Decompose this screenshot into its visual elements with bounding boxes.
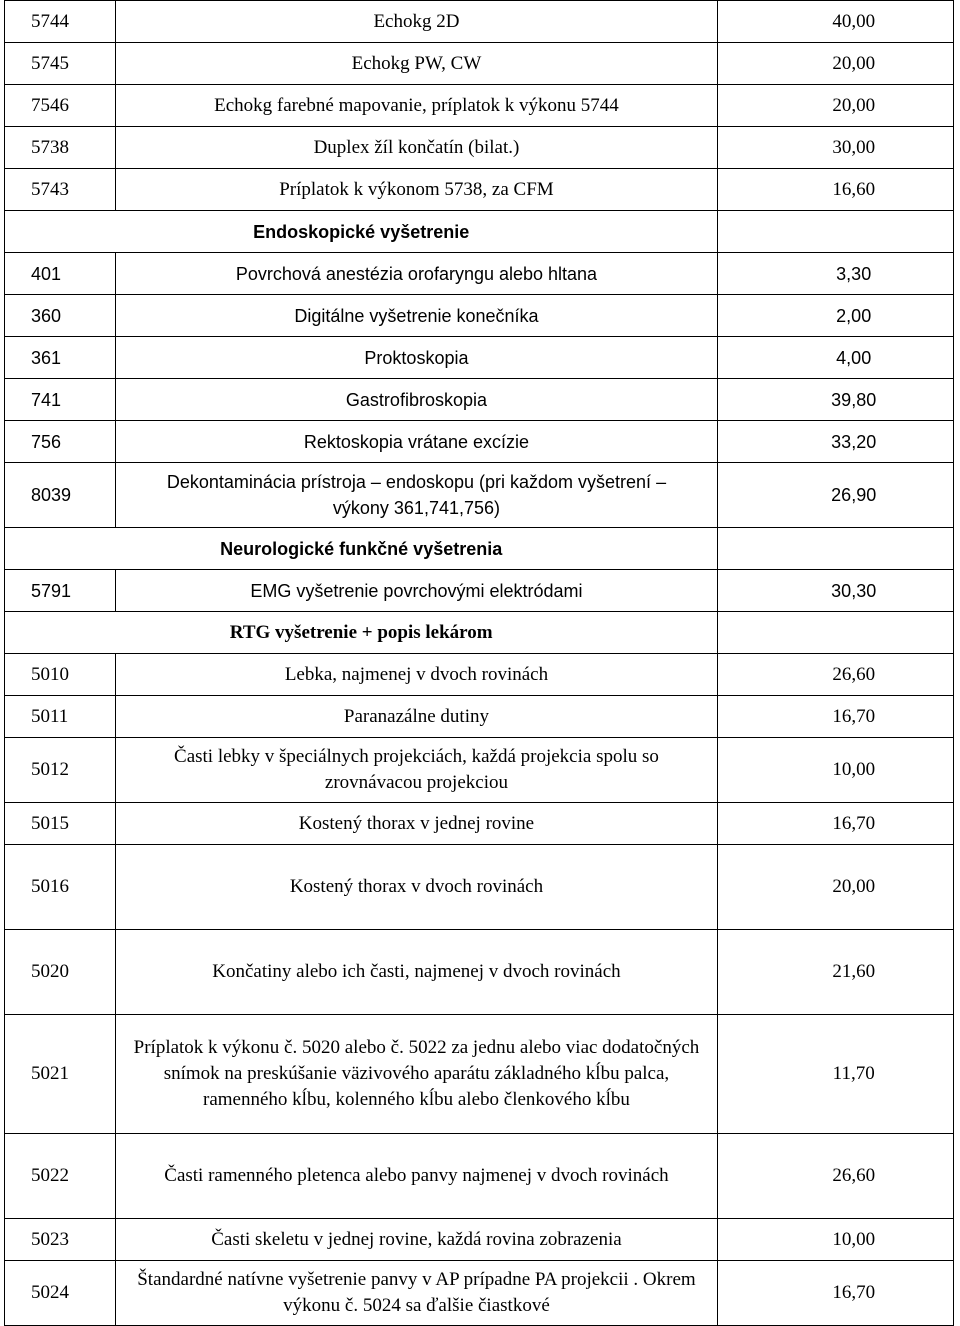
procedure-code: 5011 [5, 696, 116, 738]
table-row [5, 379, 954, 421]
procedure-value: 3,30 [718, 253, 954, 295]
procedure-code: 5738 [5, 127, 116, 169]
procedure-value: 39,80 [718, 379, 954, 421]
procedure-code: 5745 [5, 43, 116, 85]
procedure-value: 10,00 [718, 738, 954, 803]
procedure-description: EMG vyšetrenie povrchovými elektródami [115, 570, 718, 612]
procedure-code: 5791 [5, 570, 116, 612]
empty-cell [718, 211, 954, 253]
price-list-table [4, 0, 954, 1326]
procedure-code: 361 [5, 337, 116, 379]
table-row [5, 421, 954, 463]
procedure-description: Povrchová anestézia orofaryngu alebo hltana [115, 253, 718, 295]
procedure-description: Príplatok k výkonom 5738, za CFM [115, 169, 718, 211]
procedure-code: 401 [5, 253, 116, 295]
procedure-description: Lebka, najmenej v dvoch rovinách [115, 654, 718, 696]
procedure-description: Dekontaminácia prístroja – endoskopu (pri každom vyšetrení – výkony 361,741,756) [115, 463, 718, 528]
table-row [5, 803, 954, 845]
table-row [5, 654, 954, 696]
procedure-code: 5024 [5, 1261, 116, 1326]
procedure-description: Časti skeletu v jednej rovine, každá rovina zobrazenia [115, 1219, 718, 1261]
table-row [5, 295, 954, 337]
procedure-code: 5021 [5, 1015, 116, 1134]
procedure-value: 26,60 [718, 1134, 954, 1219]
procedure-value: 16,70 [718, 696, 954, 738]
procedure-code: 756 [5, 421, 116, 463]
procedure-value: 20,00 [718, 85, 954, 127]
procedure-code: 5016 [5, 845, 116, 930]
table-row [5, 570, 954, 612]
section-title: Endoskopické vyšetrenie [5, 211, 718, 253]
procedure-value: 26,60 [718, 654, 954, 696]
procedure-value: 20,00 [718, 845, 954, 930]
procedure-value: 33,20 [718, 421, 954, 463]
table-row [5, 85, 954, 127]
procedure-value: 11,70 [718, 1015, 954, 1134]
procedure-code: 360 [5, 295, 116, 337]
procedure-description: Časti ramenného pletenca alebo panvy najmenej v dvoch rovinách [115, 1134, 718, 1219]
table-row [5, 1134, 954, 1219]
table-row [5, 169, 954, 211]
table-row [5, 43, 954, 85]
table-row [5, 845, 954, 930]
empty-cell [718, 528, 954, 570]
procedure-description: Príplatok k výkonu č. 5020 alebo č. 5022 za jednu alebo viac dodatočných snímok na preskúšanie väzivového aparátu základného kĺbu palca, ramenného kĺbu, kolenného kĺbu alebo členkového kĺbu [115, 1015, 718, 1134]
procedure-code: 8039 [5, 463, 116, 528]
procedure-description: Rektoskopia vrátane excízie [115, 421, 718, 463]
procedure-value: 20,00 [718, 43, 954, 85]
table-row [5, 1261, 954, 1326]
procedure-description: Časti lebky v špeciálnych projekciách, každá projekcia spolu so zrovnávacou projekciou [115, 738, 718, 803]
procedure-value: 30,00 [718, 127, 954, 169]
procedure-code: 5012 [5, 738, 116, 803]
table-row [5, 1219, 954, 1261]
procedure-code: 5744 [5, 1, 116, 43]
procedure-value: 30,30 [718, 570, 954, 612]
section-title: RTG vyšetrenie + popis lekárom [5, 612, 718, 654]
procedure-description: Digitálne vyšetrenie konečníka [115, 295, 718, 337]
table-row [5, 463, 954, 528]
procedure-description: Kostený thorax v jednej rovine [115, 803, 718, 845]
procedure-code: 5020 [5, 930, 116, 1015]
table-row [5, 696, 954, 738]
table-row [5, 127, 954, 169]
procedure-value: 16,60 [718, 169, 954, 211]
table-row [5, 1, 954, 43]
procedure-value: 40,00 [718, 1, 954, 43]
procedure-value: 16,70 [718, 1261, 954, 1326]
procedure-description: Paranazálne dutiny [115, 696, 718, 738]
procedure-value: 26,90 [718, 463, 954, 528]
procedure-code: 5023 [5, 1219, 116, 1261]
procedure-description: Echokg PW, CW [115, 43, 718, 85]
procedure-value: 2,00 [718, 295, 954, 337]
procedure-value: 16,70 [718, 803, 954, 845]
procedure-description: Proktoskopia [115, 337, 718, 379]
table-row [5, 1015, 954, 1134]
table-row [5, 337, 954, 379]
procedure-value: 21,60 [718, 930, 954, 1015]
procedure-description: Štandardné natívne vyšetrenie panvy v AP prípadne PA projekcii . Okrem výkonu č. 5024 sa ďalšie čiastkové [115, 1261, 718, 1326]
procedure-code: 741 [5, 379, 116, 421]
procedure-description: Duplex žíl končatín (bilat.) [115, 127, 718, 169]
procedure-description: Kostený thorax v dvoch rovinách [115, 845, 718, 930]
table-row [5, 253, 954, 295]
section-header-row [5, 612, 954, 654]
procedure-value: 4,00 [718, 337, 954, 379]
procedure-description: Gastrofibroskopia [115, 379, 718, 421]
procedure-code: 7546 [5, 85, 116, 127]
procedure-description: Echokg farebné mapovanie, príplatok k výkonu 5744 [115, 85, 718, 127]
empty-cell [718, 612, 954, 654]
procedure-code: 5010 [5, 654, 116, 696]
procedure-description: Končatiny alebo ich časti, najmenej v dvoch rovinách [115, 930, 718, 1015]
table-row [5, 930, 954, 1015]
section-title: Neurologické funkčné vyšetrenia [5, 528, 718, 570]
procedure-description: Echokg 2D [115, 1, 718, 43]
procedure-code: 5015 [5, 803, 116, 845]
table-row [5, 738, 954, 803]
section-header-row [5, 211, 954, 253]
procedure-code: 5743 [5, 169, 116, 211]
section-header-row [5, 528, 954, 570]
procedure-code: 5022 [5, 1134, 116, 1219]
procedure-value: 10,00 [718, 1219, 954, 1261]
